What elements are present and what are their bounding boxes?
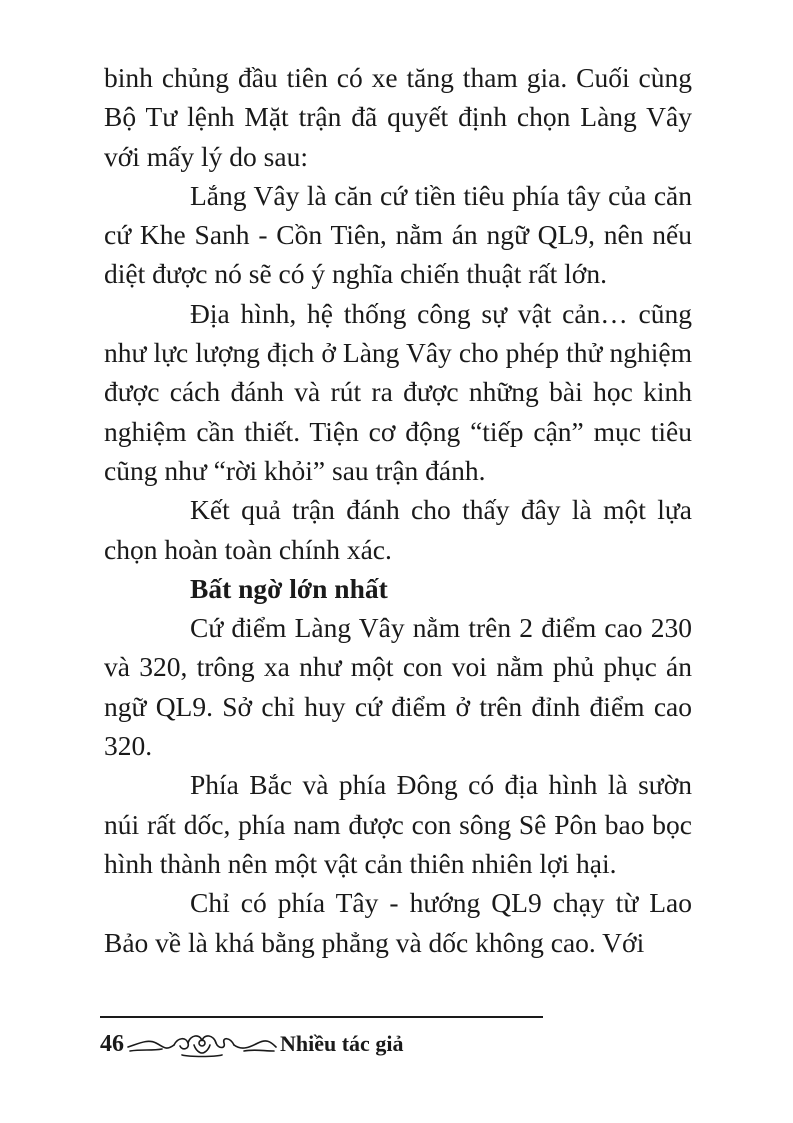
paragraph: Địa hình, hệ thống công sự vật cản… cũng như lực lượng địch ở Làng Vây cho phép thử nghiệm được cách đánh và rút ra được những bài học kinh nghiệm cần thiết. Tiện cơ động “tiếp cận” mục tiêu cũng như “rời khỏi” sau trận đánh. <box>104 297 692 486</box>
decorative-flourish-icon <box>126 1029 278 1059</box>
paragraph: Chỉ có phía Tây - hướng QL9 chạy từ Lao Bảo về là khá bằng phẳng và dốc không cao. Với <box>104 887 692 958</box>
footer-divider <box>100 1016 543 1018</box>
page-footer <box>100 1026 403 1062</box>
book-author: Nhiều tác giả <box>280 1031 404 1056</box>
page-body <box>104 58 692 962</box>
section-heading: Bất ngờ lớn nhất <box>190 572 388 604</box>
paragraph: Kết quả trận đánh cho thấy đây là một lựa chọn hoàn toàn chính xác. <box>104 494 692 565</box>
paragraph-continuation: binh chủng đầu tiên có xe tăng tham gia. Cuối cùng Bộ Tư lệnh Mặt trận đã quyết định chọn Làng Vây với mấy lý do sau: <box>104 62 692 172</box>
page-number: 46 <box>100 1030 124 1057</box>
paragraph: Cứ điểm Làng Vây nằm trên 2 điểm cao 230 và 320, trông xa như một con voi nằm phủ phục án ngữ QL9. Sở chỉ huy cứ điểm ở trên đỉnh điểm cao 320. <box>104 612 692 762</box>
paragraph: Phía Bắc và phía Đông có địa hình là sườn núi rất dốc, phía nam được con sông Sê Pôn bao bọc hình thành nên một vật cản thiên nhiên lợi hại. <box>104 769 692 879</box>
paragraph: Lắng Vây là căn cứ tiền tiêu phía tây của căn cứ Khe Sanh - Cồn Tiên, nằm án ngữ QL9, nên nếu diệt được nó sẽ có ý nghĩa chiến thuật rất lớn. <box>104 179 692 290</box>
